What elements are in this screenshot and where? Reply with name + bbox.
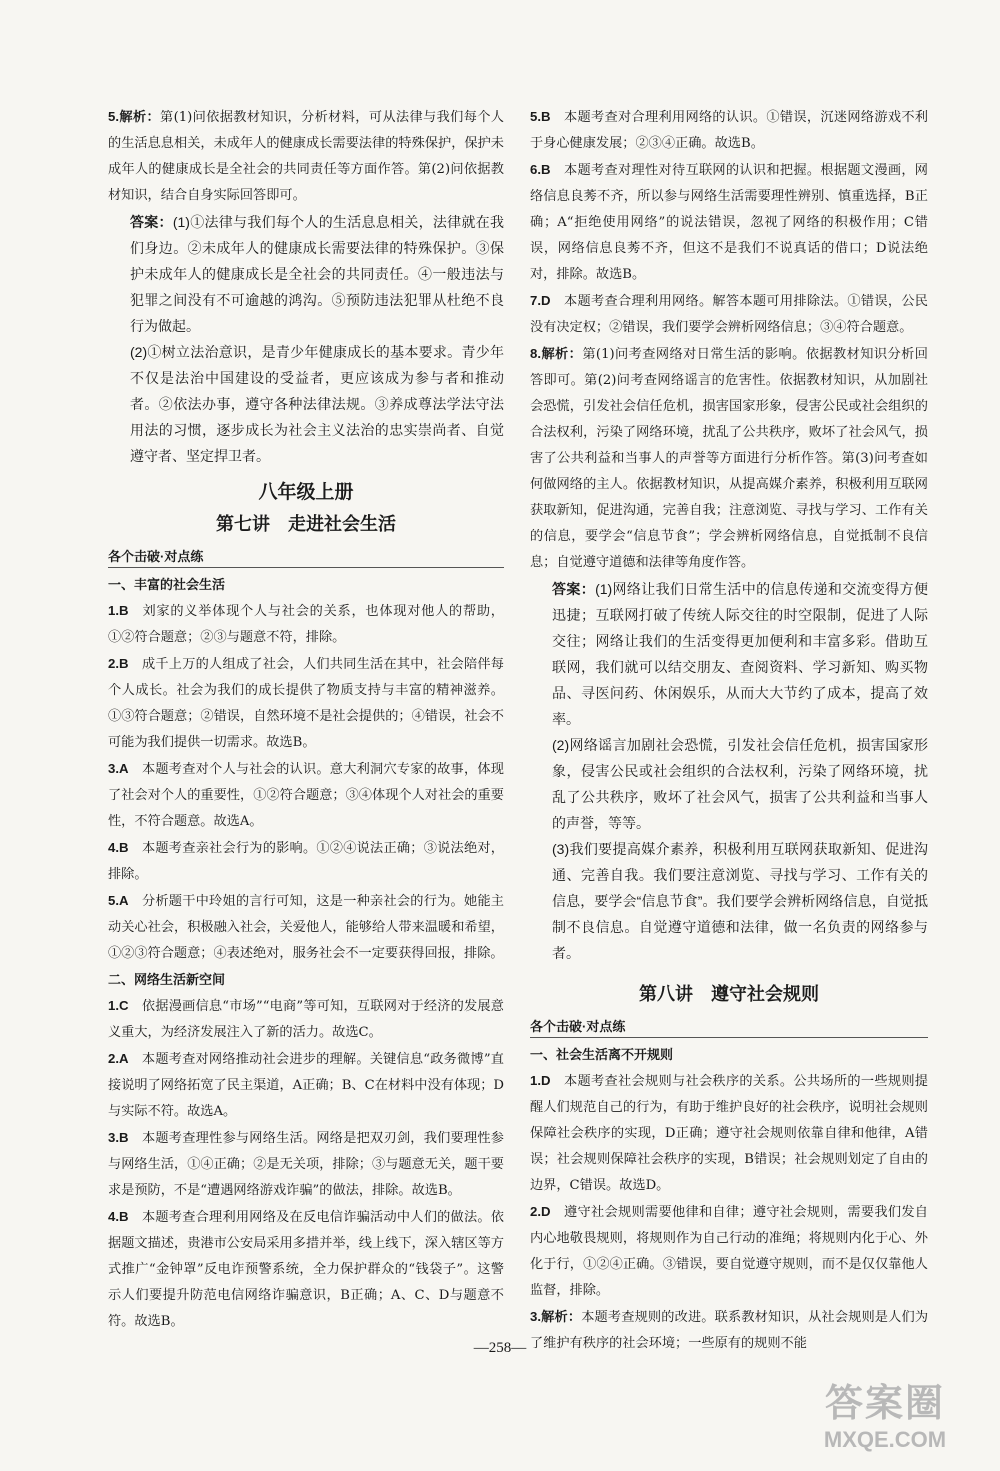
answer-item bbox=[108, 1125, 504, 1204]
item-text: 本题考查合理利用网络及在反电信诈骗活动中人们的做法。依据题文描述，贵港市公安局采用多措并举，线上线下，深入辖区等方式推广“金钟罩”反电诈预警系统，全力保护群众的“钱袋子”。这警示人们要提升防范电信网络诈骗意识，B正确；A、C、D与题意不符。故选B。 bbox=[108, 1210, 504, 1329]
answer-item bbox=[108, 835, 504, 888]
item-text: 本题考查合理利用网络。解答本题可用排除法。①错误，公民没有决定权；②错误，我们要学会辨析网络信息；③④符合题意。 bbox=[530, 294, 928, 335]
item-text: 本题考查对个人与社会的认识。意大利洞穴专家的故事，体现了社会对个人的重要性，①②符合题意；③④体现个人对社会的重要性，不符合题意。故选A。 bbox=[108, 762, 504, 829]
watermark-url: MXQE.COM bbox=[823, 1427, 947, 1452]
item-number: 5.A bbox=[108, 893, 129, 908]
question-3: 3.解析：本题考查规则的改进。联系教材知识，从社会规则是人们为了维护有秩序的社会环境；一些原有的规则不能 bbox=[530, 1309, 929, 1351]
item-number: 5.B bbox=[530, 109, 551, 124]
item-text: 刘家的义举体现个人与社会的关系，也体现对他人的帮助，①②符合题意；②③与题意不符，排除。 bbox=[108, 604, 504, 645]
item-number: 7.D bbox=[530, 293, 551, 308]
item-list bbox=[108, 993, 504, 1335]
chapter-8-title: 第八讲 遵守社会规则 bbox=[639, 984, 819, 1004]
answer-item bbox=[108, 651, 504, 756]
item-number: 3.B bbox=[108, 1130, 129, 1145]
item-text: 成千上万的人组成了社会，人们共同生活在其中，社会陪伴每个人成长。社会为我们的成长提供了物质支持与丰富的精神滋养。①③符合题意；②错误，自然环境不是社会提供的；④错误，社会不可能为我们提供一切需求。故选B。 bbox=[108, 657, 504, 750]
item-text: 本题考查对合理利用网络的认识。①错误，沉迷网络游戏不利于身心健康发展；②③④正确。故选B。 bbox=[530, 110, 928, 151]
answer-item bbox=[108, 598, 504, 651]
question-8-answer-part3: (3)我们要提高媒介素养，积极利用互联网获取新知、促进沟通、完善自我。我们要注意浏览、寻找与学习、工作有关的信息，要学会“信息节食”。我们要学会辨析网络信息，自觉抵制不良信息。自觉遵守道德和法律，做一名负责的网络参与者。 bbox=[552, 841, 928, 961]
item-list bbox=[530, 1068, 928, 1304]
item-text: 遵守社会规则需要他律和自律；遵守社会规则，需要我们发自内心地敬畏规则，将规则作为自己行动的准绳；将规则内化于心、外化于行，①②④正确。③错误，要自觉遵守规则，而不是仅仅靠他人监督，排除。 bbox=[530, 1205, 928, 1298]
answer-item bbox=[530, 288, 928, 341]
section-heading: 二、网络生活新空间 bbox=[108, 972, 226, 987]
answer-item bbox=[108, 1046, 504, 1125]
answer-item bbox=[530, 1068, 928, 1199]
item-text: 本题考查理性参与网络生活。网络是把双刃剑，我们要理性参与网络生活，①④正确；②是无关项，排除；③与题意无关，题干要求是预防，不是“遭遇网络游戏诈骗”的做法，排除。故选B。 bbox=[108, 1131, 504, 1198]
item-number: 1.B bbox=[108, 603, 129, 618]
question-5-answer: 答案：(1)①法律与我们每个人的生活息息相关，法律就在我们身边。②未成年人的健康成长需要法律的特殊保护。③保护未成年人的健康成长是全社会的共同责任。④一般违法与犯罪之间没有不可逾越的鸿沟。⑤预防违法犯罪从杜绝不良行为做起。 bbox=[130, 214, 505, 334]
answer-item bbox=[530, 157, 928, 288]
item-number: 6.B bbox=[530, 162, 551, 177]
item-number: 1.D bbox=[530, 1073, 551, 1088]
answer-item bbox=[530, 1199, 928, 1304]
answer-item bbox=[108, 1204, 504, 1335]
question-8: 8.解析：第(1)问考查网络对日常生活的影响。依据教材知识分析回答即可。第(2)问考查网络谣言的危害性。依据教材知识，从加剧社会恐慌，引发社会信任危机，损害国家形象，侵害公民或社会组织的合法权利，污染了网络环境，扰乱了公共秩序，败坏了社会风气，损害了公共利益和当事人的声誉等方面进行分析作答。第(3)问考查如何做网络的主人。依据教材知识，从提高媒介素养，积极利用互联网获取新知，促进沟通，完善自我；注意浏览、寻找与学习、工作有关的信息，要学会“信息节食”；学会辨析网络信息，自觉抵制不良信息；自觉遵守道德和法律等角度作答。 bbox=[530, 346, 928, 570]
item-number: 1.C bbox=[108, 998, 129, 1013]
answer-item bbox=[108, 888, 504, 967]
item-text: 本题考查对理性对待互联网的认识和把握。根据题文漫画，网络信息良莠不齐，所以参与网络生活需要理性辨别、慎重选择，B正确；A“拒绝使用网络”的说法错误，忽视了网络的积极作用；C错误，网络信息良莠不齐，但这不是我们不说真话的借口；D说法绝对，排除。故选B。 bbox=[530, 163, 928, 282]
section-banner: 各个击破·对点练 bbox=[530, 1016, 928, 1038]
section-banner: 各个击破·对点练 bbox=[108, 546, 504, 568]
item-number: 3.A bbox=[108, 761, 129, 776]
question-5: 5.解析：第(1)问依据教材知识，分析材料，可从法律与我们每个人的生活息息相关，未成年人的健康成长需要法律的特殊保护，保护未成年人的健康成长是全社会的共同责任等方面作答。第(2)问依据教材知识，结合自身实际回答即可。 bbox=[108, 109, 504, 203]
item-text: 本题考查亲社会行为的影响。①②④说法正确；③说法绝对，排除。 bbox=[108, 841, 504, 882]
section-heading: 一、社会生活离不开规则 bbox=[530, 1047, 674, 1062]
item-number: 2.B bbox=[108, 656, 129, 671]
middle-column bbox=[108, 104, 504, 1335]
item-list bbox=[108, 598, 504, 967]
item-number: 2.D bbox=[530, 1204, 551, 1219]
item-text: 分析题干中玲姐的言行可知，这是一种亲社会的行为。她能主动关心社会，积极融入社会，关爱他人，能够给人带来温暖和希望，①②③符合题意；④表述绝对，服务社会不一定要获得回报，排除。 bbox=[108, 894, 504, 961]
item-list bbox=[530, 104, 928, 341]
page-number: —258— bbox=[473, 1340, 527, 1356]
item-number: 2.A bbox=[108, 1051, 129, 1066]
answer-item bbox=[108, 993, 504, 1046]
item-text: 本题考查对网络推动社会进步的理解。关键信息“政务微博”直接说明了网络拓宽了民主渠道，A正确；B、C在材料中没有体现；D与实际不符。故选A。 bbox=[108, 1052, 504, 1119]
watermark-logo bbox=[790, 1372, 980, 1453]
question-8-answer: 答案：(1)网络让我们日常生活中的信息传递和交流变得方便迅捷；互联网打破了传统人际交往的时空限制，促进了人际交往；网络让我们的生活变得更加便利和丰富多彩。借助互联网，我们就可以结交朋友、查阅资料、学习新知、购买物品、寻医问药、休闲娱乐，从而大大节约了成本，提高了效率。 bbox=[552, 581, 929, 727]
item-text: 本题考查社会规则与社会秩序的关系。公共场所的一些规则提醒人们规范自己的行为，有助于维护良好的社会秩序，说明社会规则保障社会秩序的实现，D正确；遵守社会规则依靠自律和他律，A错误；社会规则保障社会秩序的实现，B错误；社会规则划定了自由的边界，C错误。故选D。 bbox=[530, 1074, 928, 1193]
item-number: 4.B bbox=[108, 1209, 129, 1224]
section-heading: 一、丰富的社会生活 bbox=[108, 577, 226, 592]
right-column bbox=[530, 104, 928, 1357]
grade-title: 八年级上册 bbox=[258, 482, 354, 503]
answer-item bbox=[530, 104, 928, 157]
answer-item bbox=[108, 756, 504, 835]
question-5-answer-part2: (2)①树立法治意识，是青少年健康成长的基本要求。青少年不仅是法治中国建设的受益者，更应该成为参与者和推动者。②依法办事，遵守各种法律法规。③养成尊法学法守法用法的习惯，逐步成长为社会主义法治的忠实崇尚者、自觉遵守者、坚定捍卫者。 bbox=[130, 344, 504, 464]
watermark-text: 答案圈 bbox=[824, 1383, 945, 1425]
chapter-7-title: 第七讲 走进社会生活 bbox=[216, 514, 396, 534]
item-text: 依据漫画信息“市场”“电商”等可知，互联网对于经济的发展意义重大，为经济发展注入了新的活力。故选C。 bbox=[108, 999, 504, 1040]
item-number: 4.B bbox=[108, 840, 129, 855]
question-8-answer-part2: (2)网络谣言加剧社会恐慌，引发社会信任危机，损害国家形象，侵害公民或社会组织的合法权利，污染了网络环境，扰乱了公共秩序，败坏了社会风气，损害了公共利益和当事人的声誉，等等。 bbox=[552, 737, 928, 831]
